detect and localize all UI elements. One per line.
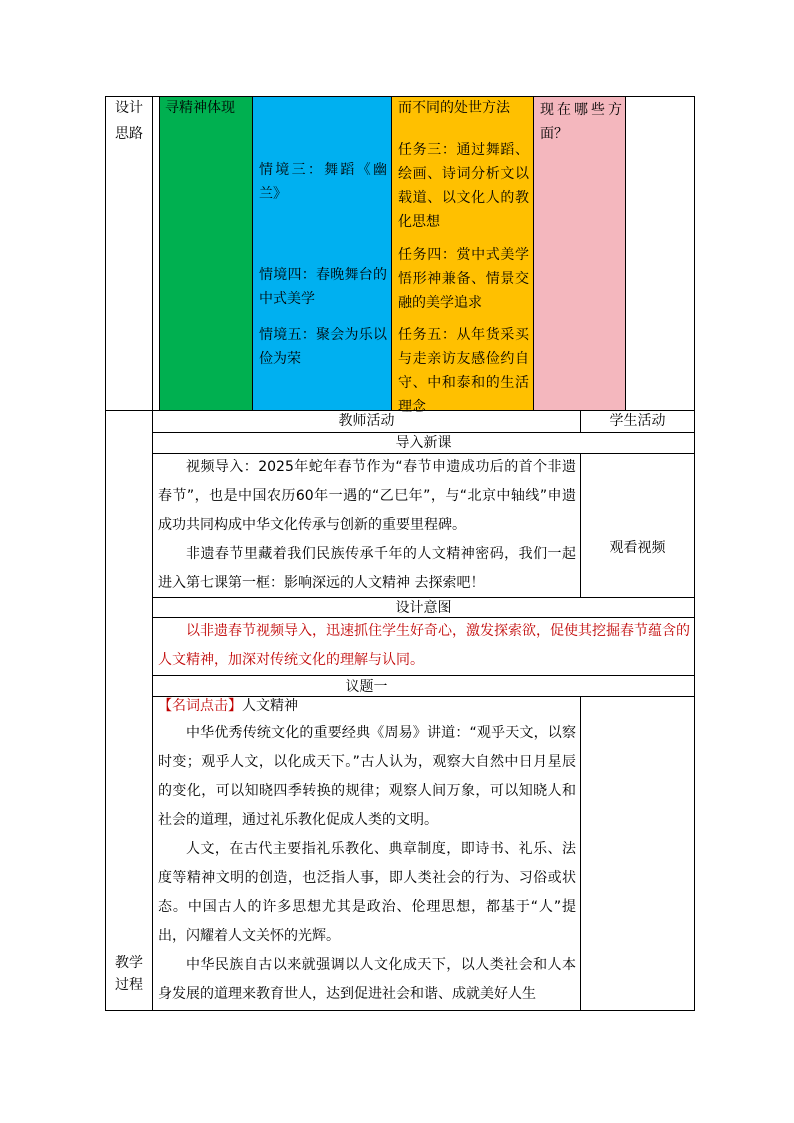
process-label [106,953,152,995]
table-border-top [105,96,695,97]
table-border-right [694,96,695,1011]
process-label-line1: 教学 [115,955,143,971]
design-intent-text: 以非遗春节视频导入，迅速抓住学生好奇心，激发探索欲，促使其挖掘春节蕴含的人文精神，加深对传统文化的理解与认同。 [158,623,690,668]
divider [252,96,253,410]
student-activity-header: 学生活动 [609,413,666,429]
green-cell [160,97,253,410]
design-label-line1: 设计 [115,100,143,116]
orange-item-3: 任务五：从年货采买与走亲访友感俭约自守、中和泰和的生活理念 [398,327,529,415]
divider [580,696,581,1011]
table-border-left [105,96,106,1011]
divider [625,96,626,410]
term-name: 人文精神 [242,698,298,714]
table-border-bottom [105,1010,695,1011]
design-label [106,98,152,144]
topic-header: 议题一 [345,679,388,695]
intro-paragraph-2: 非遗春节里藏着我们民族传承千年的人文精神密码，我们一起进入第七课第一框：影响深远的人文精神 去探索吧！ [158,546,576,591]
orange-item-2: 任务四：赏中式美学悟形神兼备、情景交融的美学追求 [398,247,529,311]
divider [152,96,153,1011]
student-activity-watch-video: 观看视频 [609,540,666,556]
divider [391,96,392,410]
pink-cell-text: 现在哪些方面？ [540,102,622,142]
blue-item-3: 情境五：聚会为乐以俭为荣 [259,327,387,367]
term-label [158,696,298,716]
intro-paragraph-1: 视频导入：2025年蛇年春节作为“春节申遗成功后的首个非遗春节”，也是中国农历60年一遇的“乙巳年”，与“北京中轴线”申遗成功共同构成中华文化传承与创新的重要里程碑。 [158,459,576,533]
design-label-line2: 思路 [115,126,143,142]
blue-item-2: 情境四：春晚舞台的中式美学 [259,267,387,307]
divider [580,453,581,597]
body-paragraph-2: 人文，在古代主要指礼乐教化、典章制度，即诗书、礼乐、法度等精神文明的创造，也泛指人事，即人类社会的行为、习俗或状态。中国古人的许多思想尤其是政治、伦理思想，都基于“人”提出，闪耀着人文关怀的光辉。 [158,841,576,944]
orange-item-1: 任务三：通过舞蹈、绘画、诗词分析文以载道、以文化人的教化思想 [398,142,529,230]
green-cell-text: 寻精神体现 [165,100,235,116]
divider [159,96,160,410]
intro-header: 导入新课 [395,435,452,451]
orange-top-text: 而不同的处世方法 [398,100,510,116]
body-paragraph-3: 中华民族自古以来就强调以人文化成天下，以人类社会和人本身发展的道理来教育世人，达到促进社会和谐、成就美好人生 [158,957,576,1002]
design-intent-header: 设计意图 [395,600,452,616]
process-label-line2: 过程 [115,977,143,993]
blue-item-1: 情境三：舞蹈《幽兰》 [259,162,387,202]
divider [152,675,695,676]
teacher-activity-header: 教师活动 [338,413,395,429]
body-paragraph-1: 中华优秀传统文化的重要经典《周易》讲道：“观乎天文，以察时变；观乎人文，以化成天下。”古人认为，观察大自然中日月星辰的变化，可以知晓四季转换的规律；观察人间万象，可以知晓人和社会的道理，通过礼乐教化促成人类的文明。 [158,725,576,828]
term-tag: 【名词点击】 [158,698,242,714]
divider [533,96,534,410]
